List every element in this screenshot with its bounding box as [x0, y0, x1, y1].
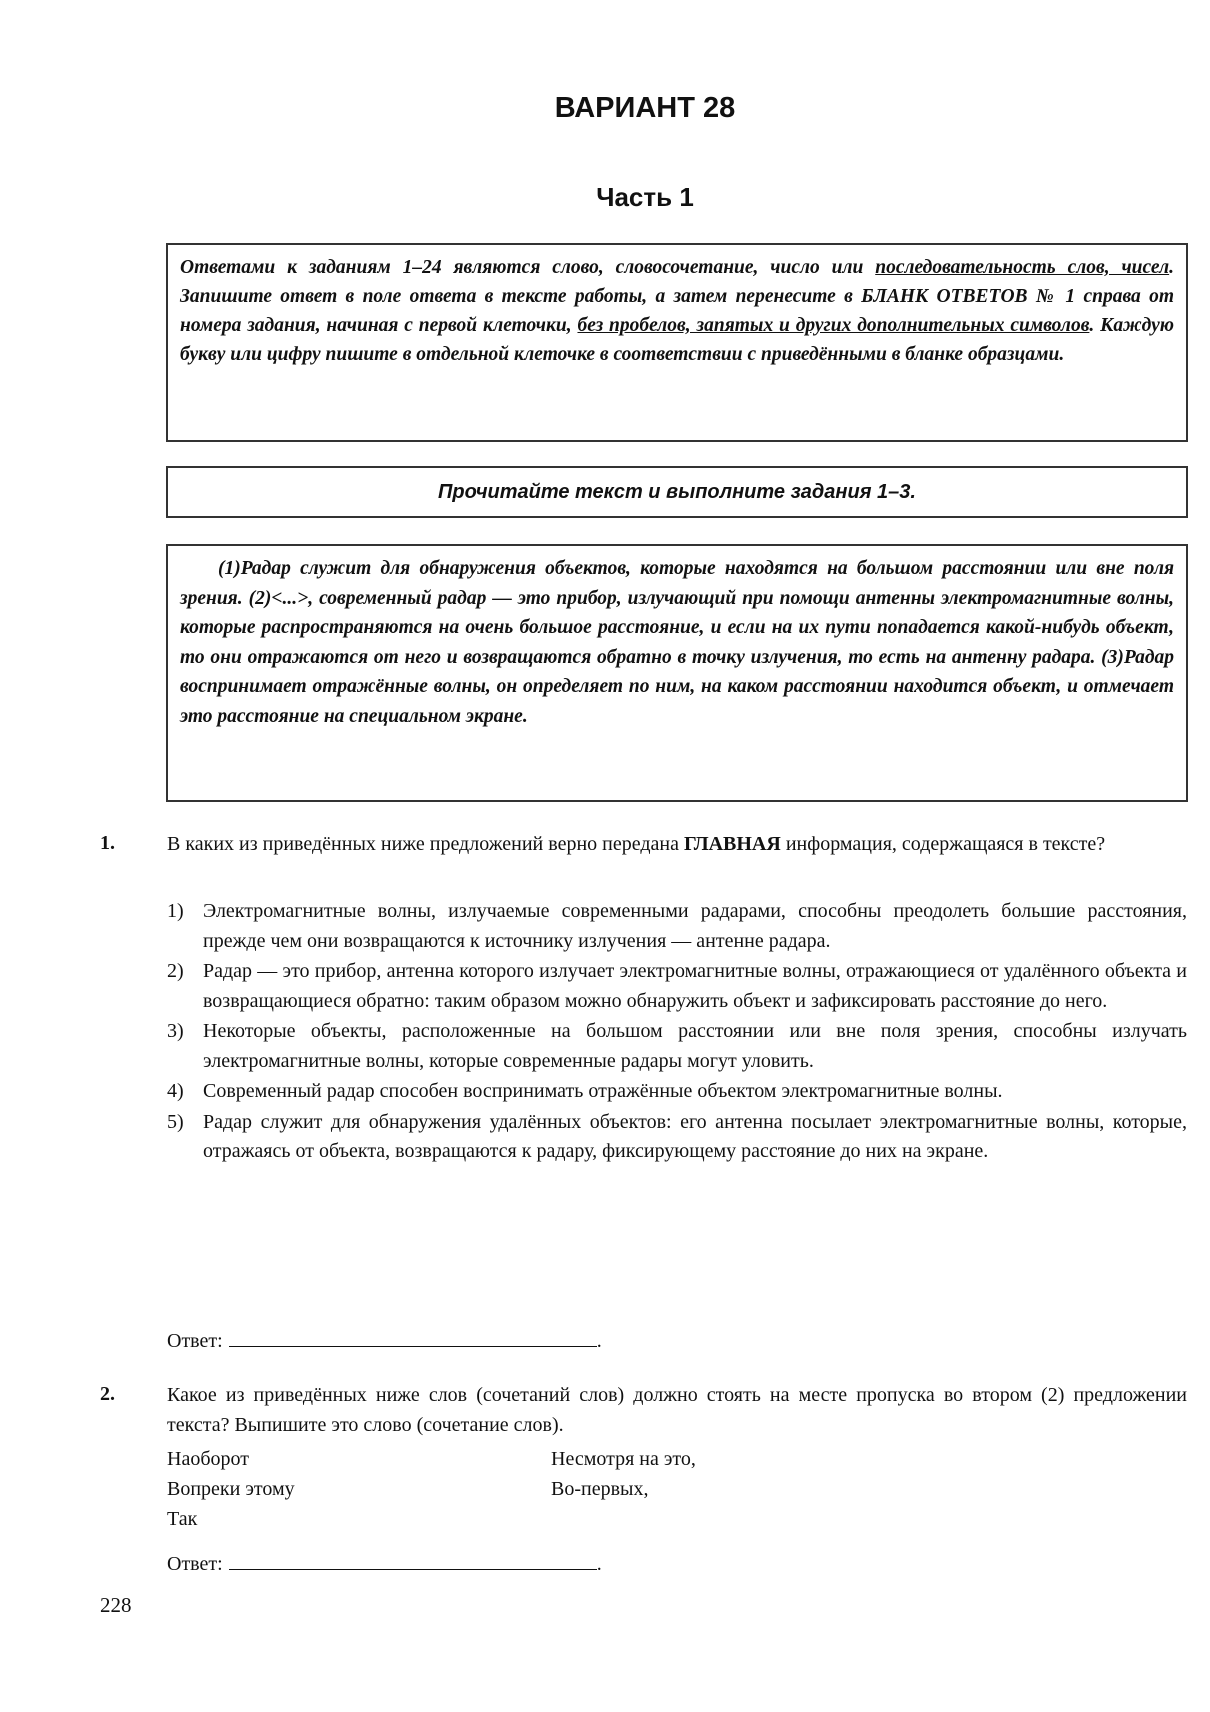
- instructions-text-3: . Каждую букву или цифру пишите в отдельной клеточке в соответствии с приведёнными в бланке образцами.: [180, 315, 1174, 365]
- instructions-box: [166, 243, 1188, 442]
- q2-answer-end: .: [596, 1553, 602, 1575]
- q1-question: [167, 830, 1187, 860]
- q1-option-text: Некоторые объекты, расположенные на большом расстоянии или вне поля зрения, способны излучать электромагнитные волны, которые современные радары могут уловить.: [203, 1020, 1187, 1072]
- q2-word-option: Во-первых,: [551, 1478, 649, 1500]
- instructions-underlined-1: последовательность слов, чисел: [875, 257, 1170, 278]
- instructions-text-2: . Запишите ответ в поле ответа в тексте работы, а затем перенесите в БЛАНК ОТВЕТОВ № 1 справа от номера задания, начиная с первой клеточки,: [180, 257, 1174, 336]
- instructions-text-1: Ответами к заданиям 1–24 являются слово, словосочетание, число или: [180, 257, 876, 278]
- q1-option[interactable]: [167, 1077, 1187, 1107]
- q2-word-option: Несмотря на это,: [551, 1448, 696, 1470]
- q2-answer: [167, 1549, 602, 1576]
- q2-word-option: Так: [167, 1508, 198, 1530]
- passage-box: [166, 544, 1188, 802]
- q1-option-number: 4): [167, 1080, 184, 1102]
- read-prompt: Прочитайте текст и выполните задания 1–3.: [166, 466, 1188, 518]
- q1-option[interactable]: [167, 1108, 1187, 1167]
- q1-option-number: 1): [167, 900, 184, 922]
- q1-options: [167, 897, 1187, 1168]
- q1-option-text: Радар служит для обнаружения удалённых объектов: его антенна посылает электромагнитные волны, которые, отражаясь от объекта, возвращаются к радару, фиксирующему расстояние до них на экране.: [203, 1110, 1187, 1162]
- q1-text-b: информация, содержащаяся в тексте?: [780, 833, 1106, 855]
- q1-number: 1.: [100, 832, 115, 854]
- q2-question: Какое из приведённых ниже слов (сочетаний слов) должно стоять на месте пропуска во втором (2) предложении текста? Выпишите это слово (сочетание слов).: [167, 1384, 1187, 1436]
- q1-answer-label: Ответ:: [167, 1330, 223, 1352]
- q1-option-text: Современный радар способен воспринимать отражённые объектом электромагнитные волны.: [203, 1080, 1003, 1102]
- q1-answer: [167, 1326, 602, 1353]
- q1-option-number: 2): [167, 960, 184, 982]
- passage-text: (1)Радар служит для обнаружения объектов, которые находятся на большом расстоянии или вне поля зрения. (2)<...>, современный радар — это прибор, излучающий при помощи антенны электромагнитные волны, которые распространяются на очень большое расстояние, и если на их пути попадается какой-нибудь объект, то они отражаются от него и возвращаются обратно в точку излучения, то есть на антенну радара. (3)Радар воспринимает отражённые волны, он определяет по ним, на каком расстоянии находится объект, и отмечает это расстояние на специальном экране.: [180, 558, 1174, 727]
- page-number: 228: [100, 1593, 132, 1617]
- q2-answer-field[interactable]: [229, 1549, 597, 1570]
- variant-title: ВАРИАНТ 28: [554, 92, 736, 124]
- q1-option-number: 3): [167, 1020, 184, 1042]
- part-title: Часть 1: [596, 182, 694, 212]
- q1-text-bold: ГЛАВНАЯ: [683, 833, 781, 855]
- q1-option[interactable]: [167, 1017, 1187, 1076]
- q1-text-a: В каких из приведённых ниже предложений верно передана: [167, 833, 684, 855]
- q2-number: 2.: [100, 1383, 115, 1405]
- q1-option-text: Радар — это прибор, антенна которого излучает электромагнитные волны, отражающиеся от удалённого объекта и возвращающиеся обратно: таким образом можно обнаружить объект и зафиксировать расстояние до него.: [203, 960, 1187, 1012]
- q2-word-option: Вопреки этому: [167, 1478, 295, 1500]
- q2-word-option: Наоборот: [167, 1448, 249, 1470]
- instructions-underlined-2: без пробелов, запятых и других дополнительных символов: [577, 315, 1090, 336]
- q1-option-text: Электромагнитные волны, излучаемые современными радарами, способны преодолеть большие расстояния, прежде чем они возвращаются к источнику излучения — антенне радара.: [203, 900, 1187, 952]
- q1-option[interactable]: [167, 957, 1187, 1016]
- q1-answer-end: .: [596, 1330, 602, 1352]
- q1-option-number: 5): [167, 1110, 184, 1133]
- q2-answer-label: Ответ:: [167, 1553, 223, 1575]
- q1-answer-field[interactable]: [229, 1326, 597, 1347]
- q1-option[interactable]: [167, 897, 1187, 956]
